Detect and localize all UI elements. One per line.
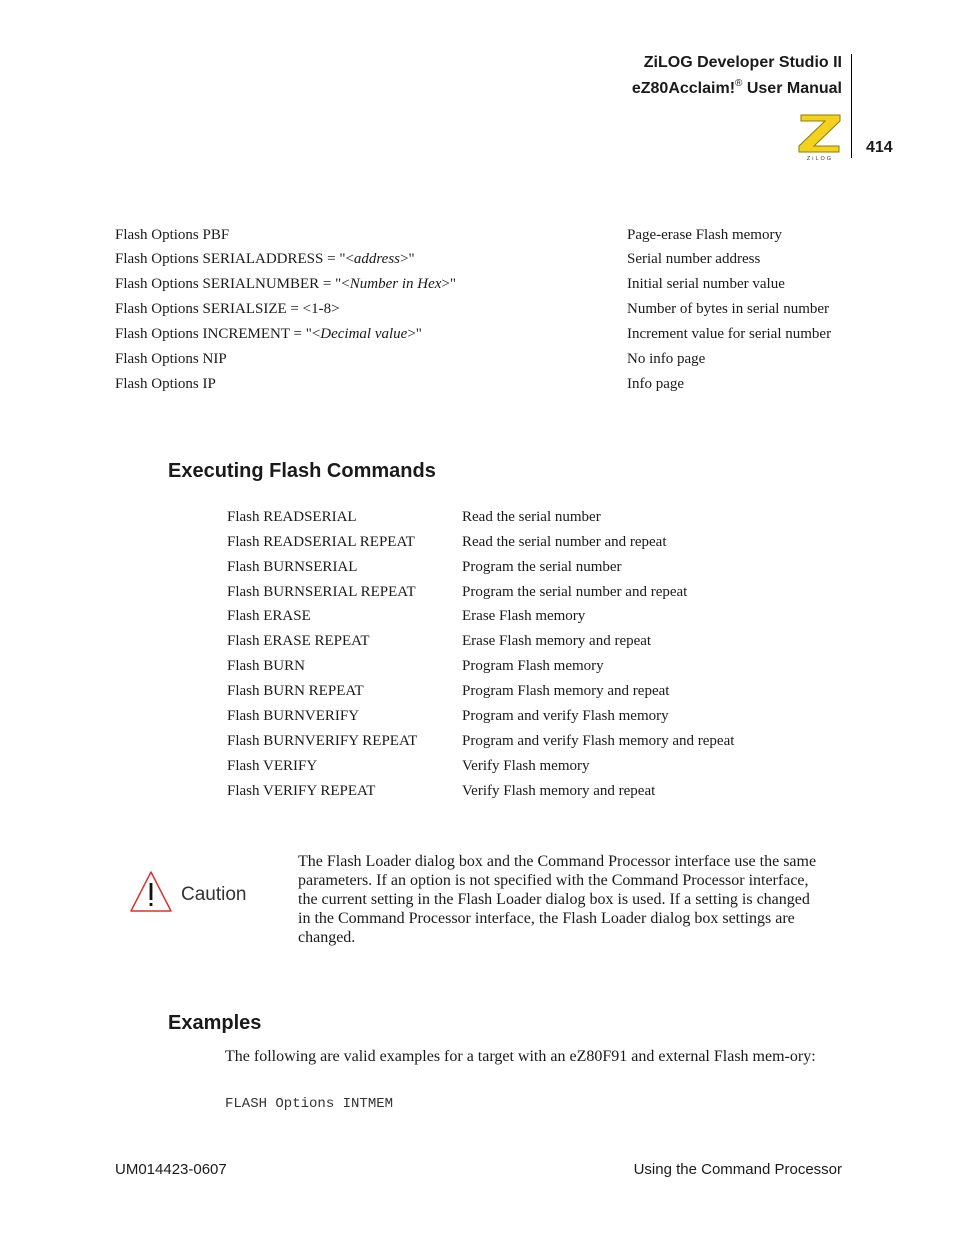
table-row-cmd: Flash ERASE [227,608,311,624]
table-row-cmd: Flash ERASE REPEAT [227,633,370,649]
table-row-desc: Serial number address [627,251,761,267]
table-row-desc: Verify Flash memory [462,758,590,774]
running-header [632,52,842,99]
table-row-cmd: Flash Options IP [115,376,216,392]
examples-intro: The following are valid examples for a target with an eZ80F91 and external Flash mem-ory: [225,1048,816,1065]
table-row-cmd: Flash READSERIAL REPEAT [227,534,415,550]
caution-label: Caution [181,884,247,905]
caution-icon [129,870,253,914]
header-divider [851,54,852,158]
table-row-cmd: Flash VERIFY REPEAT [227,783,376,799]
zilog-logo [796,113,844,161]
table-row-cmd: Flash Options SERIALSIZE = <1-8> [115,301,340,317]
table-row-cmd: Flash VERIFY [227,758,318,774]
table-row-cmd: Flash Options SERIALNUMBER = "<Number in Hex>" [115,276,456,292]
table-row-desc: Program the serial number and repeat [462,584,688,600]
table-row-desc: Read the serial number and repeat [462,534,667,550]
footer-doc-id: UM014423-0607 [115,1161,227,1178]
table-row-cmd: Flash BURNVERIFY REPEAT [227,733,418,749]
section-heading-examples: Examples [168,1012,262,1034]
table-row-desc: Program and verify Flash memory and repeat [462,733,735,749]
table-row-cmd: Flash BURNSERIAL [227,559,358,575]
table-row-cmd: Flash BURNVERIFY [227,708,360,724]
table-row-desc: Page-erase Flash memory [627,227,782,243]
table-row-cmd: Flash BURN REPEAT [227,683,364,699]
header-title-line2: eZ80Acclaim!® User Manual [631,78,842,97]
table-row-desc: No info page [627,351,706,367]
section-heading-executing: Executing Flash Commands [168,460,436,482]
table-row-cmd: Flash BURNSERIAL REPEAT [227,584,416,600]
table-row-desc: Program Flash memory [462,658,604,674]
logo-wordmark: ZiLOG [806,156,834,161]
code-example: FLASH Options INTMEM [225,1096,394,1112]
table-row-cmd: Flash READSERIAL [227,509,357,525]
table-row-desc: Initial serial number value [627,276,785,292]
table-row-cmd: Flash Options NIP [115,351,227,367]
table-row-cmd: Flash Options SERIALADDRESS = "<address>" [115,251,415,267]
table-row-desc: Erase Flash memory [462,608,586,624]
table-row-cmd: Flash Options PBF [115,227,230,243]
page-number: 414 [866,139,893,156]
footer-section: Using the Command Processor [633,1161,842,1178]
table-row-desc: Program Flash memory and repeat [462,683,670,699]
table-row-desc: Increment value for serial number [627,326,832,342]
table-row-desc: Verify Flash memory and repeat [462,783,656,799]
table-row-desc: Number of bytes in serial number [627,301,830,317]
table-row-desc: Program the serial number [462,559,622,575]
table-row-desc: Read the serial number [462,509,601,525]
table-row-cmd: Flash BURN [227,658,305,674]
caution-paragraph: The Flash Loader dialog box and the Command Processor interface use the same parameters. If an option is not specified with the Command Processor interface, the current setting in the Flash Loader dialog box is used. If a setting is changed in the Command Processor interface, the Flash Loader dialog box settings are changed. [298,853,817,946]
table-row-cmd: Flash Options INCREMENT = "<Decimal value>" [115,326,422,342]
table-row-desc: Erase Flash memory and repeat [462,633,652,649]
table-row-desc: Program and verify Flash memory [462,708,669,724]
header-title-line1: ZiLOG Developer Studio II [643,54,842,71]
table-row-desc: Info page [627,376,685,392]
